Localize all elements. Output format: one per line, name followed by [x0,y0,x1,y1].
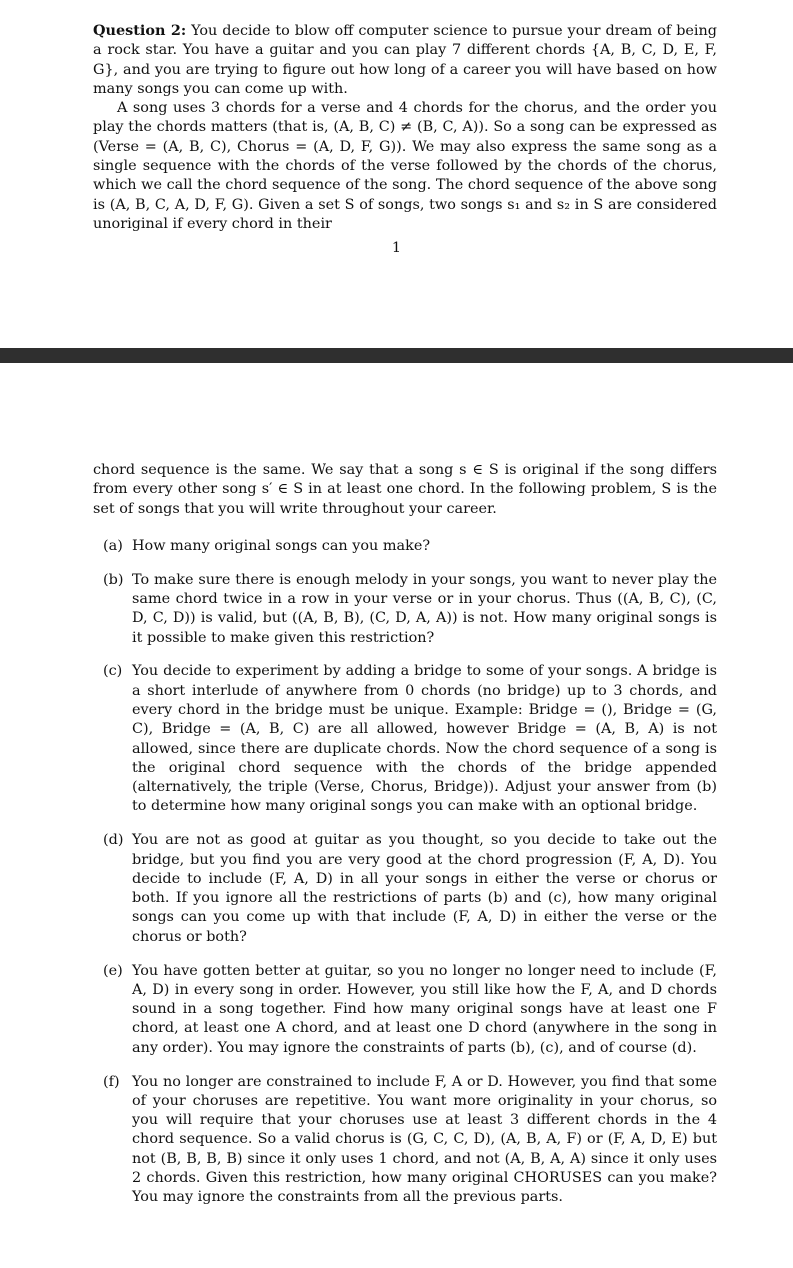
part-b [93,571,717,648]
intro-text: You decide to blow off computer science to pursue your dream of being a rock star. You have a guitar and you can play 7 different chords {A, B, C, D, E, F, G}, and you are trying to figure out how long of a career you will have based on how many songs you can come up with. [93,23,718,97]
part-label: (c) [103,663,123,680]
part-label: (a) [103,537,123,554]
part-f [93,1073,717,1208]
parts-list [93,537,717,1208]
part-label: (d) [103,832,124,849]
part-label: (b) [103,571,124,588]
page-2 [0,363,793,1268]
continuation-paragraph: chord sequence is the same. We say that a song s ∈ S is original if the song differs from every other song s′ ∈ S in at least one chord. In the following problem, S is the set of songs that you will write throughout your career. [93,462,717,517]
question-continuation [93,461,717,1222]
part-a [93,537,717,556]
part-d [93,831,717,947]
page-divider [0,348,793,363]
definition-paragraph: A song uses 3 chords for a verse and 4 chords for the chorus, and the order you play the chords matters (that is, (A, B, C) ≠ (B, C, A)). So a song can be expressed as (Verse = (A, B, C), Chorus = (A, D, F, G)). We may also express the same song as a single sequence with the chords of the verse followed by the chords of the chorus, which we call the chord sequence of the song. The chord sequence of the above song is (A, B, C, A, D, F, G). Given a set S of songs, two songs s₁ and s₂ in S are considered unoriginal if every chord in their [93,100,717,232]
part-text: You are not as good at guitar as you thought, so you decide to take out the bridge, but you find you are very good at the chord progression (F, A, D). You decide to include (F, A, D) in all your songs in either the verse or chorus or both. If you ignore all the restrictions of parts (b) and (c), how many original songs can you come up with that include (F, A, D) in either the verse or the chorus or both? [132,832,717,945]
question-intro [93,21,717,99]
part-c [93,662,717,816]
part-label: (f) [103,1073,120,1090]
page-1 [0,0,793,348]
part-text: You decide to experiment by adding a bridge to some of your songs. A bridge is a short interlude of anywhere from 0 chords (no bridge) up to 3 chords, and every chord in the bridge must be unique. Example: Bridge = (), Bridge = (G, C), Bridge = (A, B, C) are all allowed, however Bridge = (A, B, A) is not allowed, since there are duplicate chords. Now the chord sequence of a song is the original chord sequence with the chords of the bridge appended (alternatively, the triple (Verse, Chorus, Bridge)). Adjust your answer from (b) to determine how many original songs you can make with an optional bridge. [132,663,717,815]
part-text: How many original songs can you make? [132,537,431,554]
question-body [93,21,717,234]
part-text: To make sure there is enough melody in your songs, you want to never play the same chord twice in a row in your verse or in your chorus. Thus ((A, B, C), (C, D, C, D)) is valid, but ((A, B, B), (C, D, A, A)) is not. How many original songs is it possible to make given this restriction? [132,571,717,646]
page-number: 1 [391,240,402,256]
part-label: (e) [103,962,123,979]
part-text: You no longer are constrained to include F, A or D. However, you find that some of your choruses are repetitive. You want more originality in your chorus, so you will require that your choruses use at least 3 different chords in the 4 chord sequence. So a valid chorus is (G, C, C, D), (A, B, A, F) or (F, A, D, E) but not (B, B, B, B) since it only uses 1 chord, and not (A, B, A, A) since it only uses 2 chords. Given this restriction, how many original CHORUSES can you make? You may ignore the constraints from all the previous parts. [132,1073,717,1206]
part-e [93,962,717,1058]
part-text: You have gotten better at guitar, so you no longer no longer need to include (F, A, D) in every song in order. However, you still like how the F, A, and D chords sound in a song together. Find how many original songs have at least one F chord, at least one A chord, and at least one D chord (anywhere in the song in any order). You may ignore the constraints of parts (b), (c), and of course (d). [132,962,717,1056]
question-label: Question 2: [93,22,187,39]
